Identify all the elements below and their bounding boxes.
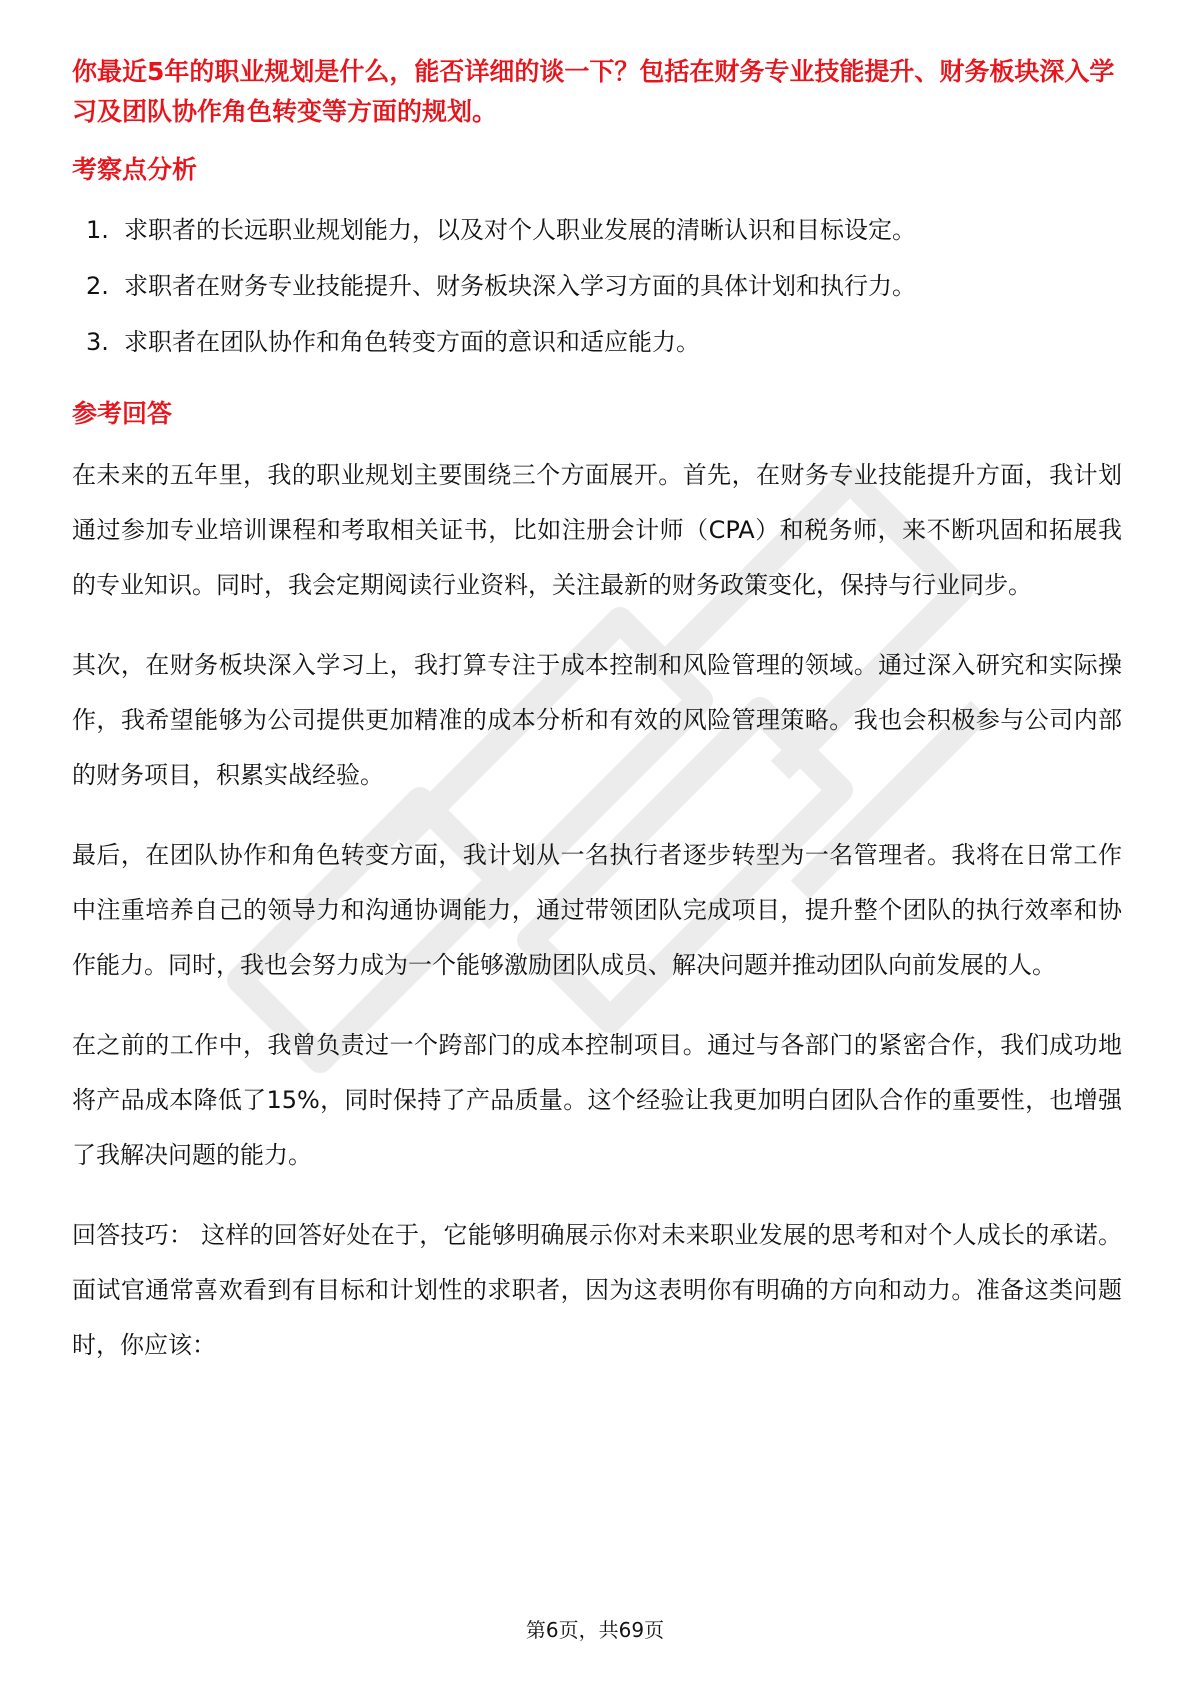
list-text: 求职者的长远职业规划能力，以及对个人职业发展的清晰认识和目标设定。 — [124, 216, 916, 244]
list-number: 1. — [86, 216, 109, 244]
page-number: 第6页，共69页 — [525, 1618, 665, 1642]
question-heading: 你最近5年的职业规划是什么，能否详细的谈一下？包括在财务专业技能提升、财务板块深入学习及团队协作角色转变等方面的规划。 — [72, 57, 1115, 126]
list-item — [72, 212, 1122, 248]
page-content — [72, 52, 1122, 1373]
list-text: 求职者在财务专业技能提升、财务板块深入学习方面的具体计划和执行力。 — [124, 272, 916, 300]
answer-paragraph: 在未来的五年里，我的职业规划主要围绕三个方面展开。首先，在财务专业技能提升方面，我计划通过参加专业培训课程和考取相关证书，比如注册会计师（CPA）和税务师，来不断巩固和拓展我的专业知识。同时，我会定期阅读行业资料，关注最新的财务政策变化，保持与行业同步。 — [72, 461, 1122, 599]
answer-tips-paragraph: 回答技巧： 这样的回答好处在于，它能够明确展示你对未来职业发展的思考和对个人成长的承诺。面试官通常喜欢看到有目标和计划性的求职者，因为这表明你有明确的方向和动力。准备这类问题时，你应该： — [72, 1221, 1122, 1359]
list-item — [72, 324, 1122, 360]
answer-title: 参考回答 — [72, 399, 173, 428]
answer-paragraph: 最后，在团队协作和角色转变方面，我计划从一名执行者逐步转型为一名管理者。我将在日常工作中注重培养自己的领导力和沟通协调能力，通过带领团队完成项目，提升整个团队的执行效率和协作能力。同时，我也会努力成为一个能够激励团队成员、解决问题并推动团队向前发展的人。 — [72, 841, 1122, 979]
list-text: 求职者在团队协作和角色转变方面的意识和适应能力。 — [124, 328, 700, 356]
list-number: 3. — [86, 328, 109, 356]
analysis-title: 考察点分析 — [72, 155, 198, 184]
answer-paragraph: 在之前的工作中，我曾负责过一个跨部门的成本控制项目。通过与各部门的紧密合作，我们成功地将产品成本降低了15%，同时保持了产品质量。这个经验让我更加明白团队合作的重要性，也增强了我解决问题的能力。 — [72, 1031, 1122, 1169]
list-number: 2. — [86, 272, 109, 300]
list-item — [72, 268, 1122, 304]
analysis-list — [72, 212, 1122, 360]
answer-paragraph: 其次，在财务板块深入学习上，我打算专注于成本控制和风险管理的领域。通过深入研究和实际操作，我希望能够为公司提供更加精准的成本分析和有效的风险管理策略。我也会积极参与公司内部的财务项目，积累实战经验。 — [72, 651, 1122, 789]
